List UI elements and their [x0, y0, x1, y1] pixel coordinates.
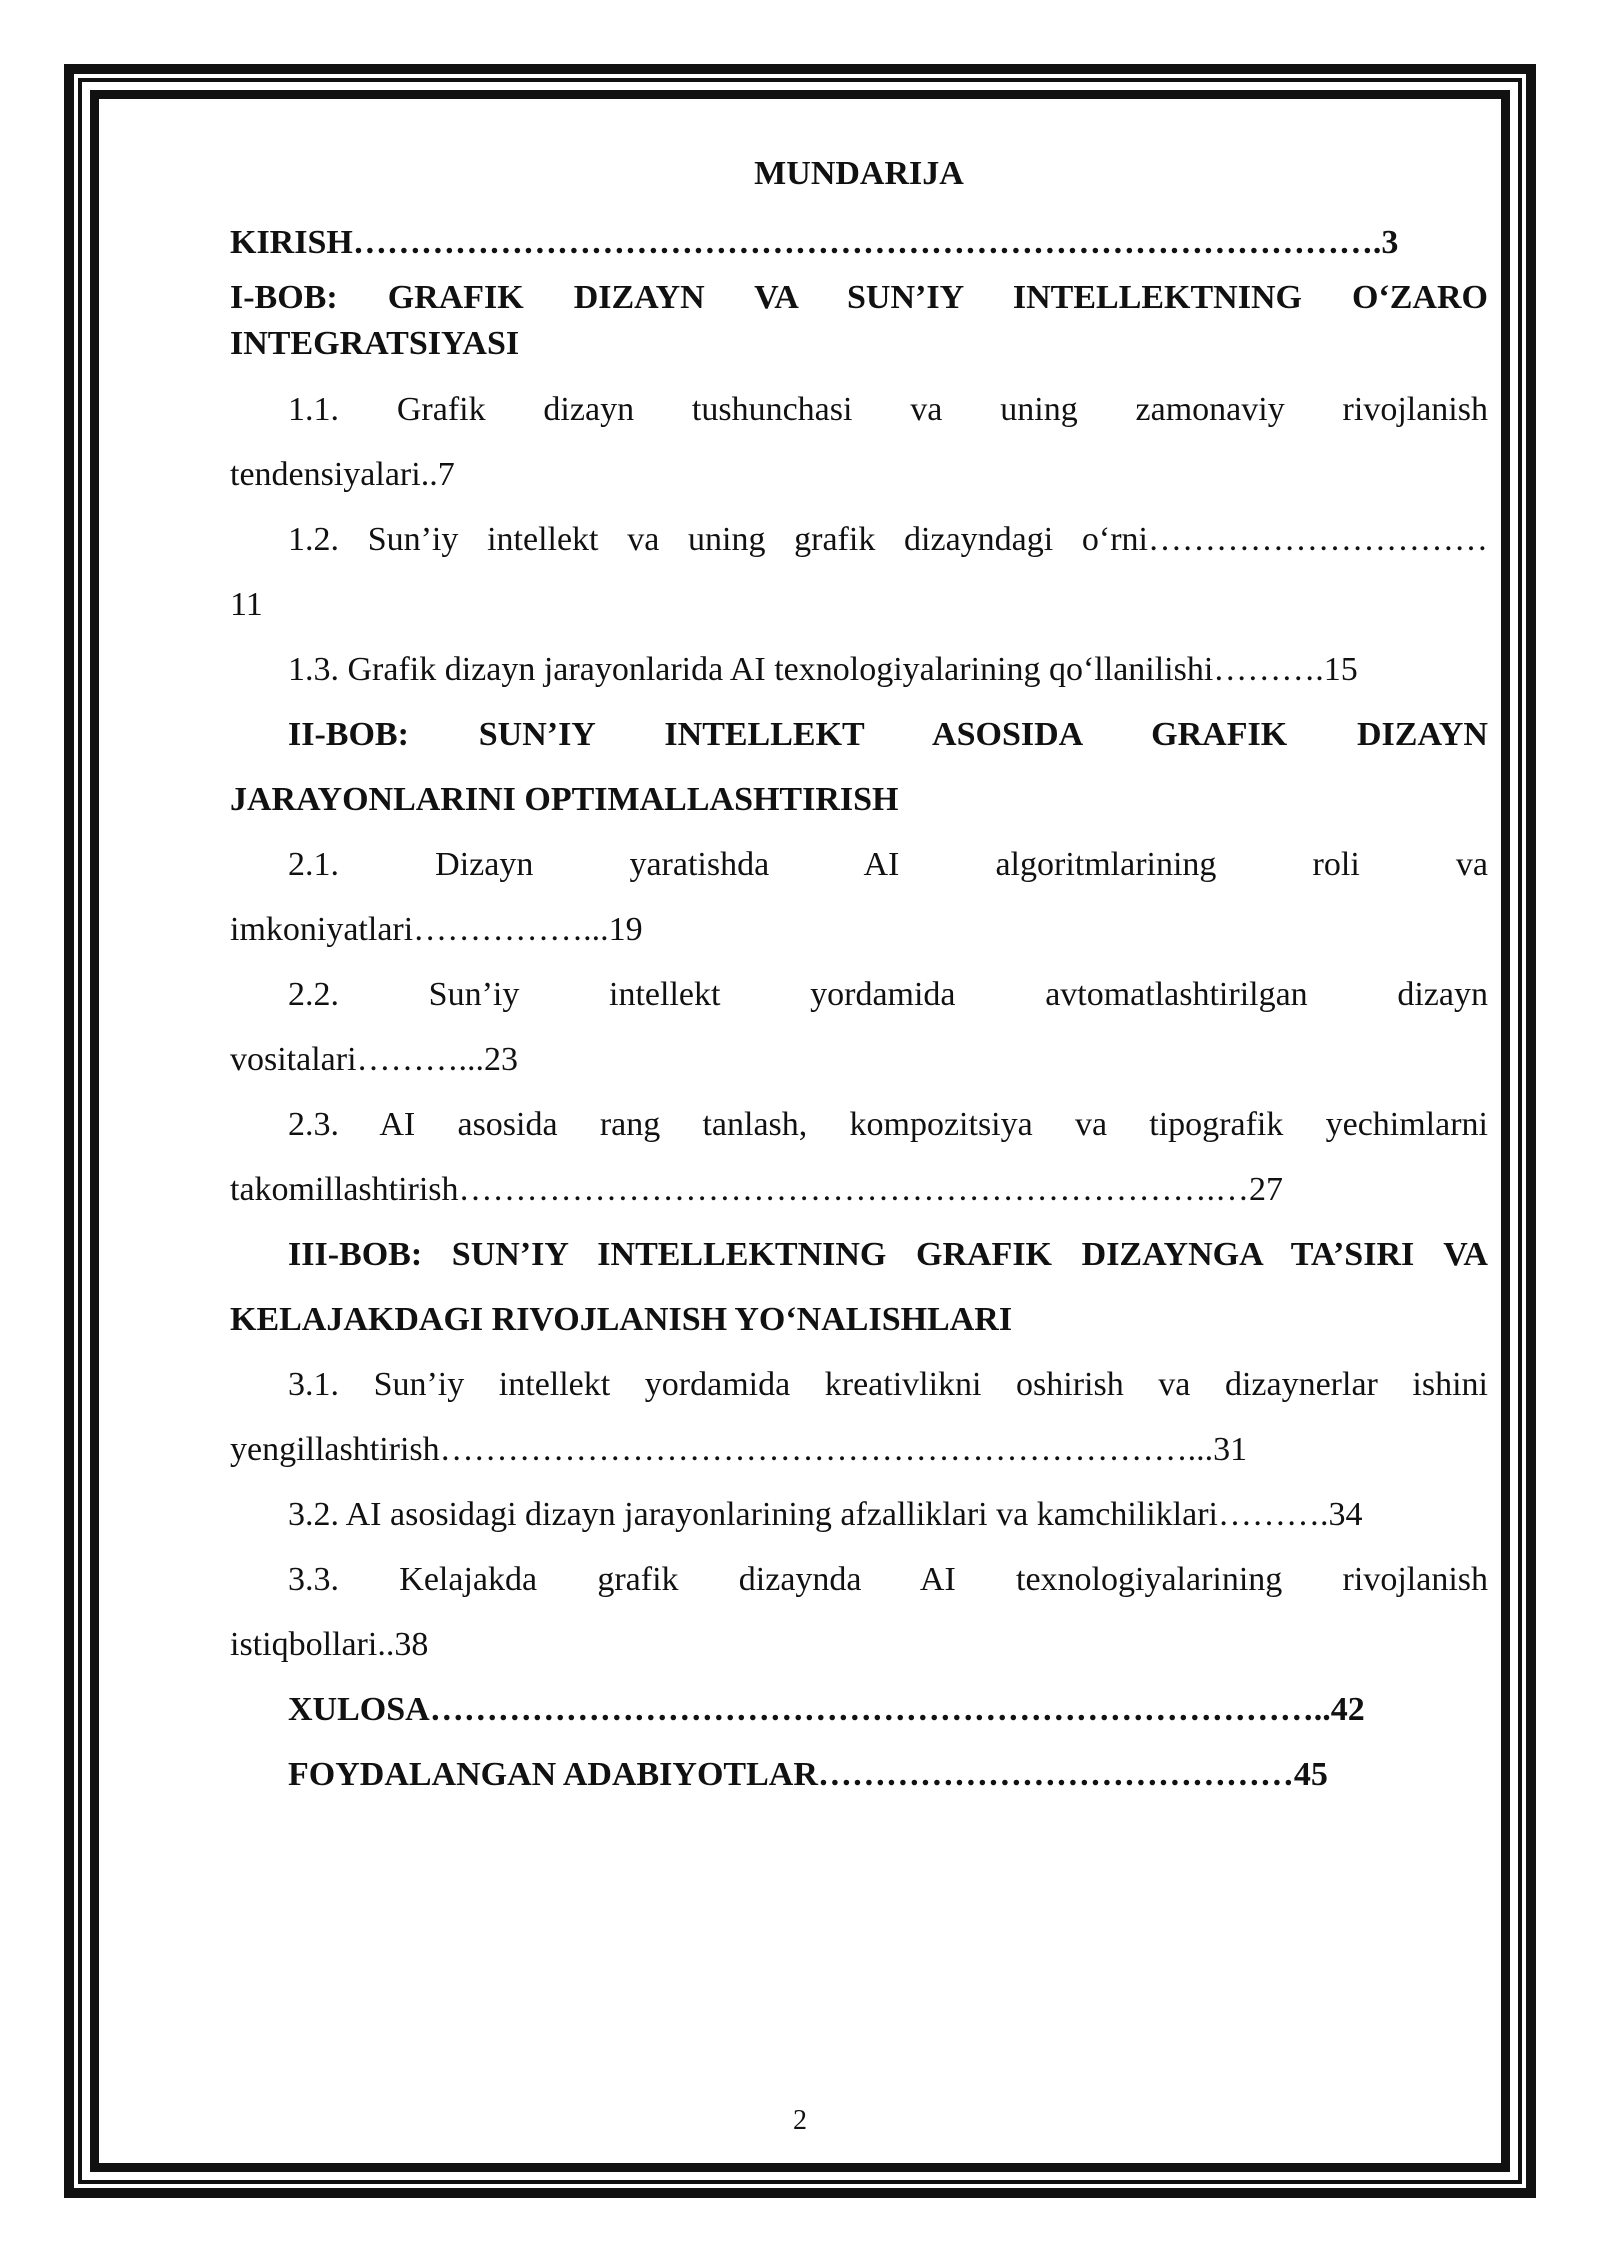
toc-entry-1-1-line1: 1.1. Grafik dizayn tushunchasi va uning zamonaviy rivojlanish: [288, 391, 1488, 428]
toc-entry-1-2-line1: 1.2. Sun’iy intellekt va uning grafik dizayndagi o‘rni…………………………: [288, 521, 1488, 558]
toc-entry-3-1-line1: 3.1. Sun’iy intellekt yordamida kreativlikni oshirish va dizaynerlar ishini: [288, 1366, 1488, 1403]
toc-entry-3-2: 3.2. AI asosidagi dizayn jarayonlarining afzalliklari va kamchiliklari……….34: [288, 1496, 1363, 1533]
page-number: 2: [793, 2105, 807, 2136]
toc-chapter-1-line1: I-BOB: GRAFIK DIZAYN VA SUN’IY INTELLEKTNING O‘ZARO: [230, 279, 1488, 316]
toc-chapter-3-line2: KELAJAKDAGI RIVOJLANISH YO‘NALISHLARI: [230, 1301, 1013, 1338]
toc-entry-kirish: KIRISH……………………………………………………………………………….3: [230, 224, 1399, 261]
toc-entry-1-2-line2: 11: [230, 586, 263, 623]
toc-chapter-1-line2: INTEGRATSIYASI: [230, 325, 520, 362]
toc-entry-adabiyotlar: FOYDALANGAN ADABIYOTLAR……………………………………45: [288, 1756, 1328, 1793]
toc-chapter-3-line1: III-BOB: SUN’IY INTELLEKTNING GRAFIK DIZAYNGA TA’SIRI VA: [288, 1236, 1488, 1273]
toc-entry-2-3-line2: takomillashtirish………………………………………………………….…27: [230, 1171, 1284, 1208]
toc-entry-2-2-line2: vositalari………...23: [230, 1041, 519, 1078]
toc-entry-1-3: 1.3. Grafik dizayn jarayonlarida AI texnologiyalarining qo‘llanilishi……….15: [288, 651, 1358, 688]
toc-entry-3-3-line2: istiqbollari..38: [230, 1626, 429, 1663]
toc-entry-1-1-line2: tendensiyalari..7: [230, 456, 455, 493]
toc-entry-2-1-line1: 2.1. Dizayn yaratishda AI algoritmlarining roli va: [288, 846, 1488, 883]
page-title: MUNDARIJA: [754, 155, 964, 192]
toc-entry-3-1-line2: yengillashtirish…………………………………………………………...31: [230, 1431, 1248, 1468]
table-of-contents: [230, 150, 1488, 1807]
toc-entry-3-3-line1: 3.3. Kelajakda grafik dizaynda AI texnologiyalarining rivojlanish: [288, 1561, 1488, 1598]
toc-chapter-2-line2: JARAYONLARINI OPTIMALLASHTIRISH: [230, 781, 899, 818]
toc-entry-2-1-line2: imkoniyatlari……………...19: [230, 911, 643, 948]
toc-entry-xulosa: XULOSA……………………………………………………………………..42: [288, 1691, 1365, 1728]
toc-entry-2-3-line1: 2.3. AI asosida rang tanlash, kompozitsiya va tipografik yechimlarni: [288, 1106, 1488, 1143]
toc-entry-2-2-line1: 2.2. Sun’iy intellekt yordamida avtomatlashtirilgan dizayn: [288, 976, 1488, 1013]
toc-chapter-2-line1: II-BOB: SUN’IY INTELLEKT ASOSIDA GRAFIK DIZAYN: [288, 716, 1488, 753]
